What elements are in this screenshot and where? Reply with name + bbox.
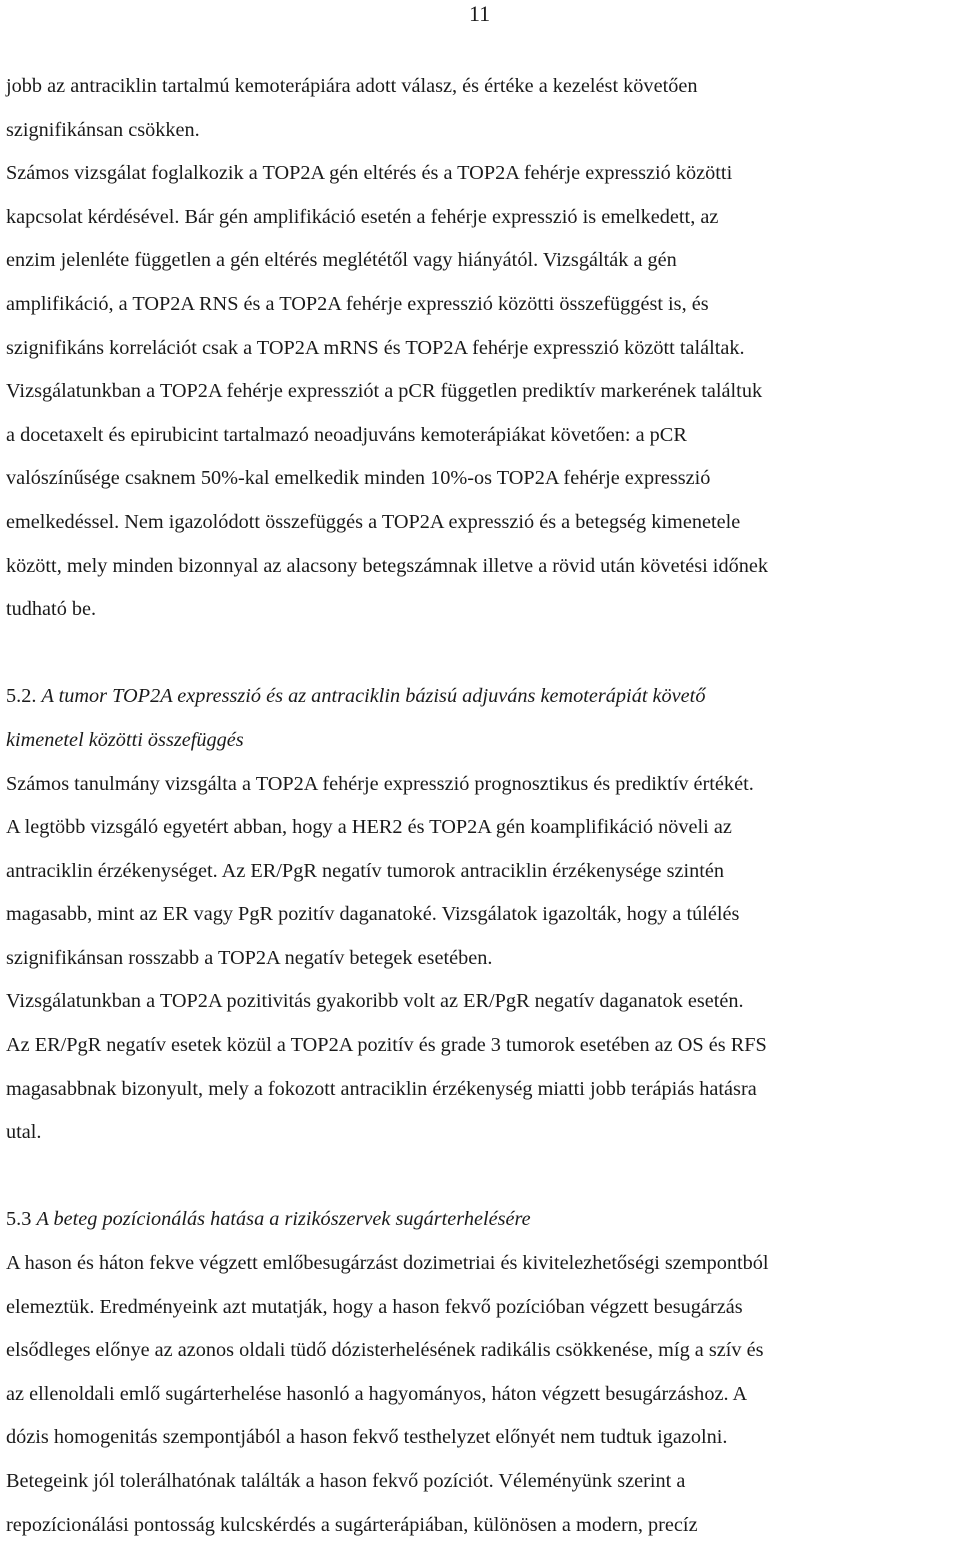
section-title: A tumor TOP2A expresszió és az antraciklin bázisú adjuváns kemoterápiát követő xyxy=(41,685,706,708)
body-line: magasabb, mint az ER vagy PgR pozitív daganatoké. Vizsgálatok igazolták, hogy a túlélés xyxy=(6,903,740,926)
section-number: 5.3 xyxy=(6,1208,32,1231)
body-line: jobb az antraciklin tartalmú kemoterápiára adott válasz, és értéke a kezelést követően xyxy=(6,75,698,97)
body-line: valószínűsége csaknem 50%-kal emelkedik minden 10%-os TOP2A fehérje expresszió xyxy=(6,467,711,490)
body-line: a docetaxelt és epirubicint tartalmazó neoadjuváns kemoterápiákat követően: a pCR xyxy=(6,423,687,446)
body-line: az ellenoldali emlő sugárterhelése hasonló a hagyományos, háton végzett besugárzáshoz. A xyxy=(6,1382,748,1405)
body-line: Számos vizsgálat foglalkozik a TOP2A gén eltérés és a TOP2A fehérje expresszió közötti xyxy=(6,162,733,185)
body-line: Betegeink jól tolerálhatónak találták a hason fekvő pozíciót. Véleményünk szerint a xyxy=(6,1470,686,1492)
body-line: amplifikáció, a TOP2A RNS és a TOP2A fehérje expresszió közötti összefüggést is, és xyxy=(6,292,709,315)
body-line: repozícionálási pontosság kulcskérdés a sugárterápiában, különösen a modern, precíz xyxy=(6,1513,698,1536)
body-line: szignifikánsan rosszabb a TOP2A negatív betegek esetében. xyxy=(6,946,493,969)
section-title-cont: kimenetel közötti összefüggés xyxy=(6,728,244,751)
body-line: A hason és háton fekve végzett emlőbesugárzást dozimetriai és kivitelezhetőségi szempontból xyxy=(6,1252,769,1275)
paragraph-gap xyxy=(6,1155,958,1199)
section-number: 5.2. xyxy=(6,685,37,708)
body-line: magasabbnak bizonyult, mely a fokozott antraciklin érzékenység miatti jobb terápiás hatásra xyxy=(6,1077,757,1100)
body-line: kapcsolat kérdésével. Bár gén amplifikáció esetén a fehérje expresszió is emelkedett, az xyxy=(6,205,719,228)
body-line: elsődleges előnye az azonos oldali tüdő dózisterhelésének radikális csökkenése, míg a szív és xyxy=(6,1339,764,1362)
section-title: A beteg pozícionálás hatása a rizikószervek sugárterhelésére xyxy=(36,1208,531,1231)
body-line: Vizsgálatunkban a TOP2A fehérje expressziót a pCR független prediktív markerének találtuk xyxy=(6,380,763,403)
body-line: dózis homogenitás szempontjából a hason fekvő testhelyzet előnyét nem tudtuk igazolni. xyxy=(6,1426,728,1449)
body-line: tudható be. xyxy=(6,598,97,621)
section-heading-5-2 xyxy=(6,675,958,719)
body-line: szignifikáns korrelációt csak a TOP2A mRNS és TOP2A fehérje expresszió között találtak. xyxy=(6,336,745,359)
paragraph-gap xyxy=(6,632,958,676)
body-line: Számos tanulmány vizsgálta a TOP2A fehérje expresszió prognosztikus és prediktív értékét. xyxy=(6,772,754,795)
body-line: elemeztük. Eredményeink azt mutatják, hogy a hason fekvő pozícióban végzett besugárzás xyxy=(6,1295,743,1318)
body-line: Az ER/PgR negatív esetek közül a TOP2A pozitív és grade 3 tumorok esetében az OS és RFS xyxy=(6,1034,767,1057)
body-line: között, mely minden bizonnyal az alacsony betegszámnak illetve a rövid után követési időnek xyxy=(6,554,769,577)
document-body xyxy=(6,65,958,1547)
body-line: enzim jelenléte független a gén eltérés meglététől vagy hiányától. Vizsgálták a gén xyxy=(6,249,677,272)
page-number: 11 xyxy=(469,1,491,26)
section-heading-5-2-cont xyxy=(6,719,958,763)
section-heading-5-3 xyxy=(6,1198,958,1242)
body-line: emelkedéssel. Nem igazolódott összefüggés a TOP2A expresszió és a betegség kimenetele xyxy=(6,510,741,533)
body-line: antraciklin érzékenységet. Az ER/PgR negatív tumorok antraciklin érzékenysége szintén xyxy=(6,859,725,882)
body-line: A legtöbb vizsgáló egyetért abban, hogy a HER2 és TOP2A gén koamplifikáció növeli az xyxy=(6,816,732,839)
body-line: Vizsgálatunkban a TOP2A pozitivitás gyakoribb volt az ER/PgR negatív daganatok esetén. xyxy=(6,990,744,1013)
body-line: szignifikánsan csökken. xyxy=(6,118,200,141)
body-line: utal. xyxy=(6,1121,42,1144)
